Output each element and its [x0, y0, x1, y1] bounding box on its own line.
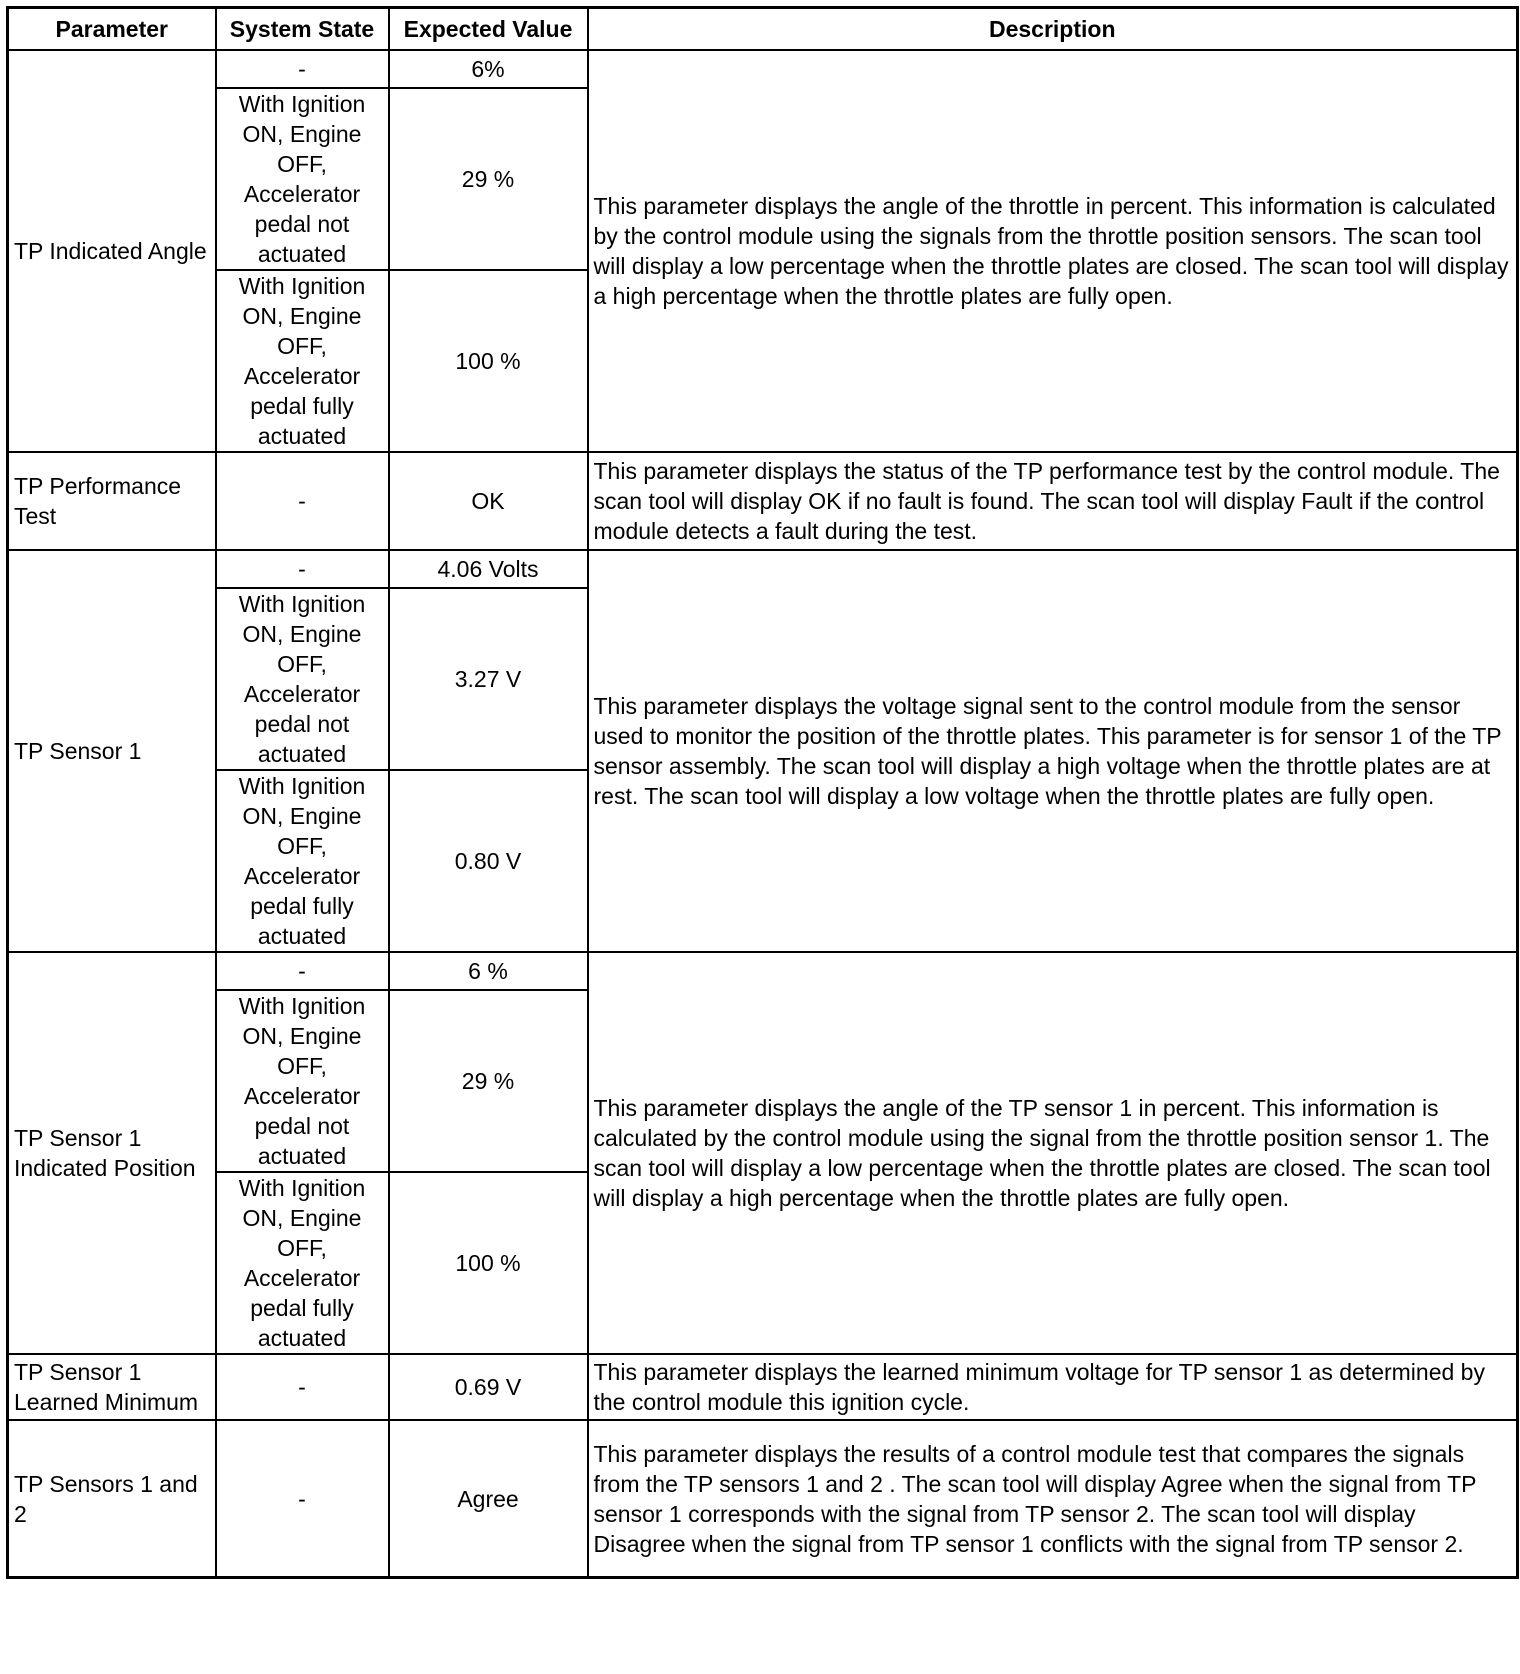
system-state: -	[216, 452, 389, 550]
parameter-description: This parameter displays the angle of the TP sensor 1 in percent. This information is calculated by the control module using the signal from the throttle position sensor 1. The scan tool will display a low percentage when the throttle plates are closed. The scan tool will display a high percentage when the throttle plates are fully open.	[588, 952, 1518, 1354]
parameter-description: This parameter displays the angle of the throttle in percent. This information is calculated by the control module using the signals from the throttle position sensors. The scan tool will display a low percentage when the throttle plates are closed. The scan tool will display a high percentage when the throttle plates are fully open.	[588, 50, 1518, 452]
system-state: With Ignition ON, Engine OFF, Accelerator pedal not actuated	[216, 88, 389, 270]
parameter-name: TP Indicated Angle	[8, 50, 216, 452]
system-state: With Ignition ON, Engine OFF, Accelerator pedal fully actuated	[216, 1172, 389, 1354]
parameter-name: TP Performance Test	[8, 452, 216, 550]
expected-value: 6 %	[389, 952, 588, 990]
parameter-description: This parameter displays the learned minimum voltage for TP sensor 1 as determined by the control module this ignition cycle.	[588, 1354, 1518, 1420]
expected-value: 29 %	[389, 88, 588, 270]
system-state: -	[216, 1420, 389, 1578]
parameter-description: This parameter displays the status of the TP performance test by the control module. The scan tool will display OK if no fault is found. The scan tool will display Fault if the control module detects a fault during the test.	[588, 452, 1518, 550]
table-row	[8, 1354, 1518, 1420]
expected-value: 0.69 V	[389, 1354, 588, 1420]
parameter-name: TP Sensor 1	[8, 550, 216, 952]
system-state: -	[216, 50, 389, 88]
system-state: -	[216, 550, 389, 588]
header-expected-value: Expected Value	[389, 8, 588, 51]
system-state: With Ignition ON, Engine OFF, Accelerator pedal not actuated	[216, 990, 389, 1172]
table-row	[8, 452, 1518, 550]
system-state: With Ignition ON, Engine OFF, Accelerator pedal fully actuated	[216, 270, 389, 452]
table-row	[8, 952, 1518, 990]
expected-value: 100 %	[389, 270, 588, 452]
expected-value: 0.80 V	[389, 770, 588, 952]
expected-value: 4.06 Volts	[389, 550, 588, 588]
parameter-name: TP Sensors 1 and 2	[8, 1420, 216, 1578]
parameter-table	[6, 6, 1519, 1579]
table-row	[8, 50, 1518, 88]
system-state: With Ignition ON, Engine OFF, Accelerator pedal fully actuated	[216, 770, 389, 952]
header-system-state: System State	[216, 8, 389, 51]
system-state: With Ignition ON, Engine OFF, Accelerator pedal not actuated	[216, 588, 389, 770]
system-state: -	[216, 952, 389, 990]
expected-value: 3.27 V	[389, 588, 588, 770]
table-header-row	[8, 8, 1518, 51]
parameter-description: This parameter displays the voltage signal sent to the control module from the sensor used to monitor the position of the throttle plates. This parameter is for sensor 1 of the TP sensor assembly. The scan tool will display a high voltage when the throttle plates are at rest. The scan tool will display a low voltage when the throttle plates are fully open.	[588, 550, 1518, 952]
system-state: -	[216, 1354, 389, 1420]
expected-value: 100 %	[389, 1172, 588, 1354]
parameter-description: This parameter displays the results of a control module test that compares the signals from the TP sensors 1 and 2 . The scan tool will display Agree when the signal from TP sensor 1 corresponds with the signal from TP sensor 2. The scan tool will display Disagree when the signal from TP sensor 1 conflicts with the signal from TP sensor 2.	[588, 1420, 1518, 1578]
expected-value: 29 %	[389, 990, 588, 1172]
expected-value: OK	[389, 452, 588, 550]
header-description: Description	[588, 8, 1518, 51]
table-row	[8, 1420, 1518, 1578]
header-parameter: Parameter	[8, 8, 216, 51]
parameter-name: TP Sensor 1 Learned Minimum	[8, 1354, 216, 1420]
parameter-name: TP Sensor 1 Indicated Position	[8, 952, 216, 1354]
expected-value: 6%	[389, 50, 588, 88]
expected-value: Agree	[389, 1420, 588, 1578]
parameter-table-container	[6, 6, 1519, 1579]
table-row	[8, 550, 1518, 588]
